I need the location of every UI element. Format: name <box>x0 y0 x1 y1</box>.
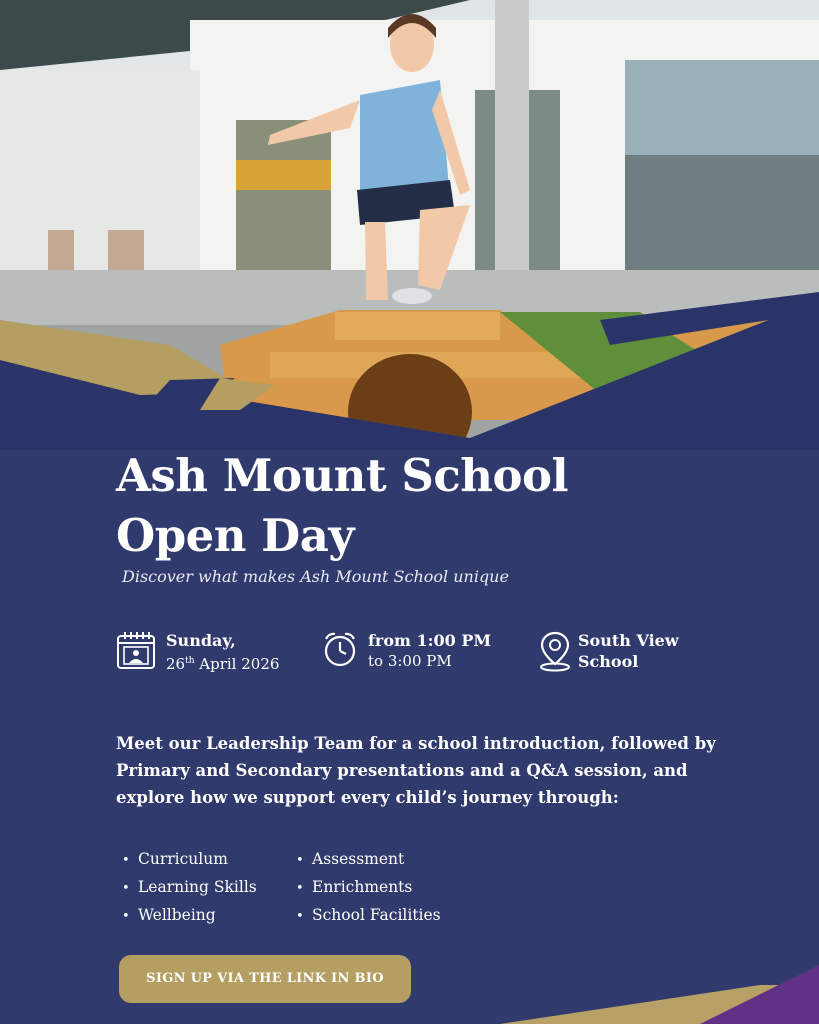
title-line-2: Open Day <box>116 509 355 562</box>
topic-item: • Assessment <box>296 846 441 874</box>
location-pin-icon <box>538 630 572 672</box>
calendar-icon <box>116 630 156 670</box>
topics-list-right <box>296 846 441 930</box>
date-full <box>166 651 279 675</box>
topic-item: • Wellbeing <box>122 902 257 930</box>
location-line-2: School <box>578 652 639 671</box>
title-line-1: Ash Mount School <box>116 449 569 502</box>
topic-item: • Curriculum <box>122 846 257 874</box>
topic-item: • Enrichments <box>296 874 441 902</box>
topic-item: • School Facilities <box>296 902 441 930</box>
time-text <box>368 630 491 672</box>
date-number: 26 <box>166 655 186 673</box>
date-suffix: th <box>185 656 195 666</box>
topic-item: • Learning Skills <box>122 874 257 902</box>
event-location <box>538 630 679 674</box>
alarm-clock-icon <box>322 630 358 668</box>
time-to: to 3:00 PM <box>368 652 452 670</box>
date-day: Sunday, <box>166 631 236 650</box>
event-time <box>322 630 491 674</box>
date-month-year: April 2026 <box>194 655 280 673</box>
sign-up-button[interactable]: SIGN UP VIA THE LINK IN BIO <box>119 955 411 1003</box>
topics-list-left <box>122 846 257 930</box>
date-text <box>166 630 279 675</box>
event-date <box>116 630 279 674</box>
location-text <box>578 630 679 672</box>
event-description: Meet our Leadership Team for a school introduction, followed by Primary and Secondary presentations and a Q&A session, and explore how we support every child’s journey through: <box>116 734 716 807</box>
location-line-1: South View <box>578 631 679 650</box>
time-from: from 1:00 PM <box>368 631 492 650</box>
poster-subtitle: Discover what makes Ash Mount School unique <box>122 567 509 586</box>
poster-title <box>116 446 568 566</box>
